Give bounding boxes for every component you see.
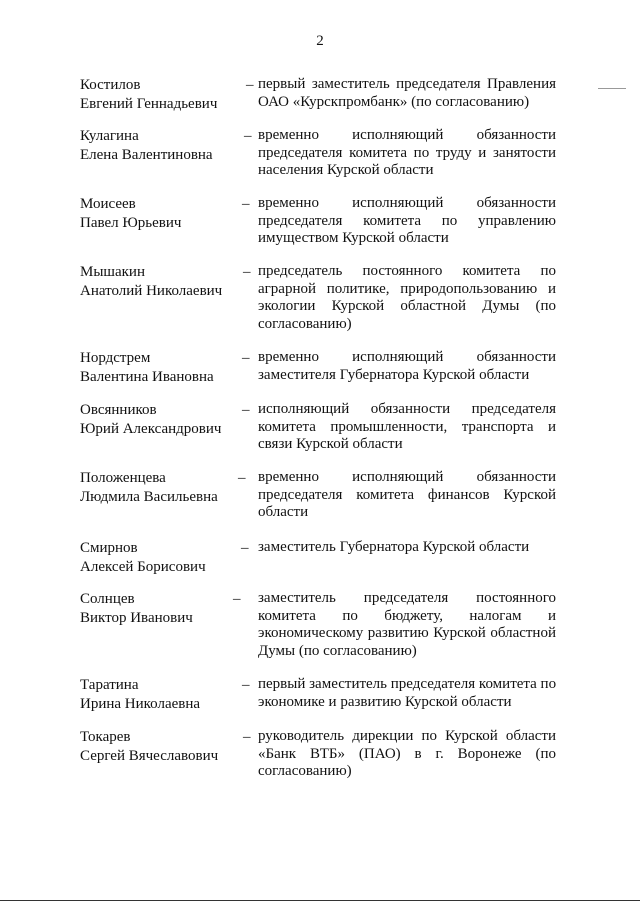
member-name bbox=[80, 263, 240, 301]
position-line: области bbox=[258, 504, 309, 520]
position-line: временно исполняющий обязанности bbox=[258, 469, 556, 485]
position-line: согласованию) bbox=[258, 315, 352, 332]
member-name bbox=[80, 195, 240, 233]
dash-separator: – bbox=[241, 540, 249, 556]
position-line: экономике и развитию Курской области bbox=[258, 693, 512, 710]
member-given-names: Виктор Иванович bbox=[80, 610, 193, 626]
member-given-names: Ирина Николаевна bbox=[80, 696, 201, 712]
position-line: временно исполняющий обязанности bbox=[258, 349, 556, 365]
member-given-names: Евгений Геннадьевич bbox=[80, 96, 218, 112]
position-line: населения Курской области bbox=[258, 162, 434, 178]
member-position bbox=[258, 195, 556, 248]
member-given-names: Юрий Александрович bbox=[80, 421, 222, 437]
member-surname: Солнцев bbox=[80, 591, 135, 607]
position-line: ОАО «Курскпромбанк» (по согласованию) bbox=[258, 93, 530, 110]
dash-separator: – bbox=[243, 729, 251, 745]
member-position bbox=[258, 127, 556, 180]
dash-separator: – bbox=[243, 264, 251, 280]
position-line: исполняющий обязанности председателя bbox=[258, 401, 556, 417]
position-line: имуществом Курской области bbox=[258, 230, 449, 246]
dash-separator: – bbox=[242, 402, 250, 418]
member-surname: Нордстрем bbox=[80, 350, 151, 366]
member-name bbox=[80, 590, 240, 628]
member-given-names: Людмила Васильевна bbox=[80, 489, 218, 505]
member-name bbox=[80, 469, 240, 507]
member-position bbox=[258, 469, 556, 522]
member-position bbox=[258, 539, 556, 557]
member-position bbox=[258, 590, 556, 660]
position-line: экономическому развитию Курской областной bbox=[258, 625, 556, 641]
member-surname: Моисеев bbox=[80, 196, 136, 212]
position-line: заместитель Губернатора Курской области bbox=[258, 539, 530, 555]
position-line: председателя комитета финансов Курской bbox=[258, 486, 556, 503]
position-line: аграрной политике, природопользованию и bbox=[258, 280, 556, 297]
member-given-names: Анатолий Николаевич bbox=[80, 283, 223, 299]
member-position bbox=[258, 401, 556, 454]
member-position bbox=[258, 76, 556, 111]
position-line: комитета промышленности, транспорта и bbox=[258, 418, 556, 435]
position-line: председателя комитета по управлению bbox=[258, 212, 556, 229]
member-name bbox=[80, 539, 240, 577]
member-surname: Положенцева bbox=[80, 470, 166, 486]
position-line: председателя комитета по труду и занятости bbox=[258, 144, 556, 161]
dash-separator: – bbox=[242, 196, 250, 212]
member-position bbox=[258, 728, 556, 781]
member-surname: Мышакин bbox=[80, 264, 145, 280]
position-line: руководитель дирекции по Курской области bbox=[258, 728, 556, 744]
position-line: заместителя Губернатора Курской области bbox=[258, 366, 530, 383]
margin-mark bbox=[598, 88, 626, 89]
member-name bbox=[80, 76, 240, 114]
position-line: Думы (по согласованию) bbox=[258, 642, 417, 659]
member-name bbox=[80, 728, 240, 766]
page-number: 2 bbox=[316, 33, 324, 49]
dash-separator: – bbox=[233, 591, 241, 607]
position-line: председатель постоянного комитета по bbox=[258, 263, 556, 279]
member-surname: Овсянников bbox=[80, 402, 157, 418]
dash-separator: – bbox=[242, 350, 250, 366]
dash-separator: – bbox=[244, 128, 252, 144]
position-line: экологии Курской областной Думы (по bbox=[258, 298, 556, 314]
member-name bbox=[80, 401, 240, 439]
dash-separator: – bbox=[238, 470, 246, 486]
member-surname: Костилов bbox=[80, 77, 141, 93]
bottom-rule bbox=[0, 900, 640, 901]
member-name bbox=[80, 676, 240, 714]
member-given-names: Павел Юрьевич bbox=[80, 215, 182, 231]
dash-separator: – bbox=[246, 77, 254, 93]
position-line: заместитель председателя постоянного bbox=[258, 590, 556, 606]
member-position bbox=[258, 349, 556, 384]
position-line: связи Курской области bbox=[258, 436, 403, 452]
member-surname: Таратина bbox=[80, 677, 139, 693]
dash-separator: – bbox=[242, 677, 250, 693]
member-given-names: Елена Валентиновна bbox=[80, 147, 213, 163]
position-line: комитета по бюджету, налогам и bbox=[258, 607, 556, 624]
member-surname: Кулагина bbox=[80, 128, 139, 144]
position-line: согласованию) bbox=[258, 763, 352, 779]
member-given-names: Валентина Ивановна bbox=[80, 369, 214, 385]
position-line: первый заместитель председателя Правления bbox=[258, 76, 556, 92]
member-position bbox=[258, 263, 556, 333]
member-given-names: Сергей Вячеславович bbox=[80, 748, 219, 764]
member-name bbox=[80, 349, 240, 387]
member-given-names: Алексей Борисович bbox=[80, 559, 206, 575]
position-line: первый заместитель председателя комитета по bbox=[258, 676, 557, 692]
member-surname: Токарев bbox=[80, 729, 131, 745]
position-line: «Банк ВТБ» (ПАО) в г. Воронеже (по bbox=[258, 745, 556, 762]
member-surname: Смирнов bbox=[80, 540, 138, 556]
member-position bbox=[258, 676, 556, 711]
position-line: временно исполняющий обязанности bbox=[258, 195, 556, 211]
position-line: временно исполняющий обязанности bbox=[258, 127, 556, 143]
member-name bbox=[80, 127, 240, 165]
